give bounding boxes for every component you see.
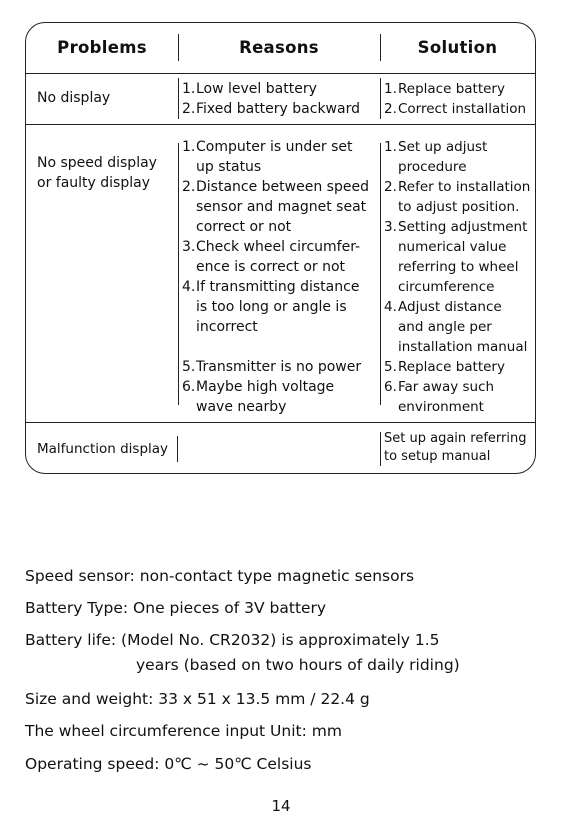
- row1-solutions: [384, 79, 526, 119]
- list-item: 3. Setting adjustment numerical value referring to wheel circumference: [384, 219, 528, 295]
- row3-solution-line1: Set up again referring: [384, 431, 527, 446]
- list-item: 3. Check wheel circumfer- ence is correct or not: [182, 239, 361, 275]
- list-item: 6. Maybe high voltage wave nearby: [182, 379, 335, 415]
- troubleshooting-table: [25, 22, 536, 474]
- list-item: 5. Replace battery: [384, 359, 505, 375]
- header-divider: [380, 34, 381, 61]
- list-item: 6. Far away such environment: [384, 379, 495, 415]
- column-divider: [380, 143, 381, 405]
- list-item: 2. Refer to installation to adjust position.: [384, 179, 531, 215]
- header-solution: Solution: [417, 38, 498, 57]
- spec-wheel-unit: The wheel circumference input Unit: mm: [25, 722, 342, 740]
- list-item: 4. If transmitting distance is too long or angle is incorrect: [182, 279, 360, 335]
- row-divider: [26, 73, 535, 74]
- row2-reasons: [182, 137, 369, 417]
- list-item: 4. Adjust distance and angle per installation manual: [384, 299, 528, 355]
- list-item: 2. Fixed battery backward: [182, 101, 360, 117]
- row3-problem: Malfunction display: [37, 441, 169, 457]
- spec-size-weight: Size and weight: 33 x 51 x 13.5 mm / 22.4 g: [25, 690, 370, 708]
- header-reasons: Reasons: [239, 38, 319, 57]
- list-item: 5. Transmitter is no power: [182, 359, 362, 375]
- table-header: [26, 23, 535, 73]
- list-item: 2. Distance between speed sensor and magnet seat correct or not: [182, 179, 369, 235]
- row2-solutions: [384, 137, 530, 417]
- row1-reasons: [182, 79, 360, 119]
- row2-problem-line1: No speed display: [37, 155, 157, 171]
- row2-problem-line2: or faulty display: [37, 175, 150, 191]
- spec-battery-life-line1: Battery life: (Model No. CR2032) is approximately 1.5: [25, 631, 440, 649]
- spec-battery-life-line2: years (based on two hours of daily riding): [136, 656, 460, 674]
- spec-battery-type: Battery Type: One pieces of 3V battery: [25, 599, 327, 617]
- list-item: 1. Low level battery: [182, 81, 317, 97]
- spec-operating: Operating speed: 0℃ ~ 50℃ Celsius: [25, 755, 312, 773]
- row3-solution-line2: to setup manual: [384, 449, 491, 464]
- list-item: 1. Computer is under set up status: [182, 139, 353, 175]
- column-divider: [178, 78, 179, 119]
- row-divider: [26, 422, 535, 423]
- list-item: 1. Replace battery: [384, 81, 505, 97]
- header-divider: [178, 34, 179, 61]
- list-item: 1. Set up adjust procedure: [384, 139, 488, 175]
- column-divider: [177, 436, 178, 462]
- column-divider: [380, 78, 381, 119]
- spec-speed-sensor: Speed sensor: non-contact type magnetic sensors: [25, 567, 415, 585]
- row-divider: [26, 124, 535, 125]
- header-problems: Problems: [57, 38, 147, 57]
- column-divider: [380, 432, 381, 466]
- list-item: 2. Correct installation: [384, 101, 527, 117]
- column-divider: [178, 143, 179, 405]
- page-number: 14: [271, 797, 291, 815]
- row1-problem: No display: [37, 90, 111, 106]
